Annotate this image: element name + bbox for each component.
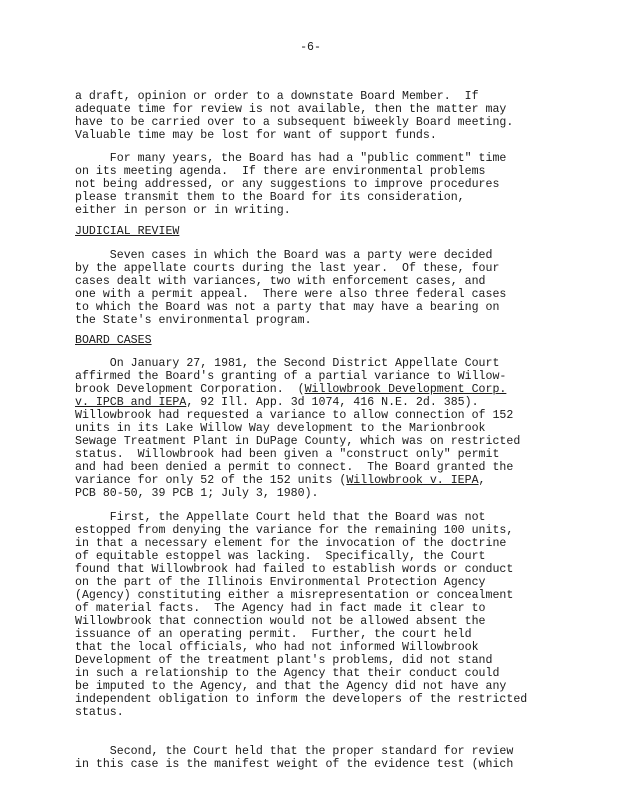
paragraph-line: please transmit them to the Board for its consideration, (75, 191, 465, 204)
paragraph-line: Valuable time may be lost for want of support funds. (75, 129, 437, 142)
paragraph-line: (Agency) constituting either a misrepresentation or concealment (75, 589, 514, 602)
paragraph-line: cases dealt with variances, two with enforcement cases, and (75, 275, 486, 288)
paragraph-line: be imputed to the Agency, and that the Agency did not have any (75, 680, 507, 693)
paragraph-line: a draft, opinion or order to a downstate Board Member. If (75, 90, 479, 103)
paragraph-line: independent obligation to inform the developers of the restricted (75, 693, 528, 706)
paragraph-line (75, 474, 486, 487)
paragraph-line: not being addressed, or any suggestions to improve procedures (75, 178, 500, 191)
paragraph-line: affirmed the Board's granting of a partial variance to Willow- (75, 370, 507, 383)
paragraph-line (75, 396, 479, 409)
text-run: , (478, 474, 486, 487)
paragraph-line: in such a relationship to the Agency that their conduct could (75, 667, 500, 680)
paragraph-line: and had been denied a permit to connect. The Board granted the (75, 461, 514, 474)
case-citation: Willowbrook Development Corp. (304, 383, 507, 396)
paragraph-line (75, 383, 506, 396)
paragraph-line: have to be carried over to a subsequent biweekly Board meeting. (75, 116, 514, 129)
paragraph-line: units in its Lake Willow Way development to the Marionbrook (75, 422, 486, 435)
paragraph-line: of equitable estoppel was lacking. Specifically, the Court (75, 550, 486, 563)
text-run: , 92 Ill. App. 3d 1074, 416 N.E. 2d. 385). (186, 396, 479, 409)
text-run: brook Development Corporation. ( (75, 383, 305, 396)
case-citation: v. IPCB and IEPA (75, 396, 187, 409)
paragraph-line: First, the Appellate Court held that the Board was not (75, 511, 486, 524)
page-number: -6- (300, 41, 321, 54)
paragraph-line: on the part of the Illinois Environmental Protection Agency (75, 576, 486, 589)
case-citation: Willowbrook v. IEPA (346, 474, 479, 487)
paragraph-line: found that Willowbrook had failed to establish words or conduct (75, 563, 514, 576)
paragraph-line: PCB 80-50, 39 PCB 1; July 3, 1980). (75, 487, 319, 500)
paragraph-line: to which the Board was not a party that may have a bearing on (75, 301, 500, 314)
paragraph-line: in that a necessary element for the invocation of the doctrine (75, 537, 507, 550)
paragraph-line: Development of the treatment plant's problems, did not stand (75, 654, 493, 667)
paragraph-line: on its meeting agenda. If there are environmental problems (75, 165, 486, 178)
text-run: variance for only 52 of the 152 units ( (75, 474, 347, 487)
paragraph-line: Sewage Treatment Plant in DuPage County, which was on restricted (75, 435, 521, 448)
paragraph-line: For many years, the Board has had a "public comment" time (75, 152, 507, 165)
paragraph-line: by the appellate courts during the last year. Of these, four (75, 262, 500, 275)
paragraph-line: in this case is the manifest weight of the evidence test (which (75, 758, 514, 771)
paragraph-line: Seven cases in which the Board was a party were decided (75, 249, 493, 262)
paragraph-line: estopped from denying the variance for the remaining 100 units, (75, 524, 514, 537)
paragraph-line: Willowbrook that connection would not be allowed absent the (75, 615, 486, 628)
section-heading-judicial-review: JUDICIAL REVIEW (75, 225, 180, 238)
paragraph-line: Second, the Court held that the proper standard for review (75, 745, 514, 758)
paragraph-line: of material facts. The Agency had in fact made it clear to (75, 602, 486, 615)
paragraph-line: one with a permit appeal. There were also three federal cases (75, 288, 507, 301)
paragraph-line: Willowbrook had requested a variance to allow connection of 152 (75, 409, 514, 422)
paragraph-line: either in person or in writing. (75, 204, 291, 217)
section-heading-board-cases: BOARD CASES (75, 334, 152, 347)
paragraph-line: adequate time for review is not available, then the matter may (75, 103, 507, 116)
paragraph-line: that the local officials, who had not informed Willowbrook (75, 641, 479, 654)
paragraph-line: status. (75, 706, 124, 719)
paragraph-line: the State's environmental program. (75, 314, 312, 327)
paragraph-line: status. Willowbrook had been given a "construct only" permit (75, 448, 500, 461)
paragraph-line: On January 27, 1981, the Second District Appellate Court (75, 357, 500, 370)
paragraph-line: issuance of an operating permit. Further, the court held (75, 628, 472, 641)
